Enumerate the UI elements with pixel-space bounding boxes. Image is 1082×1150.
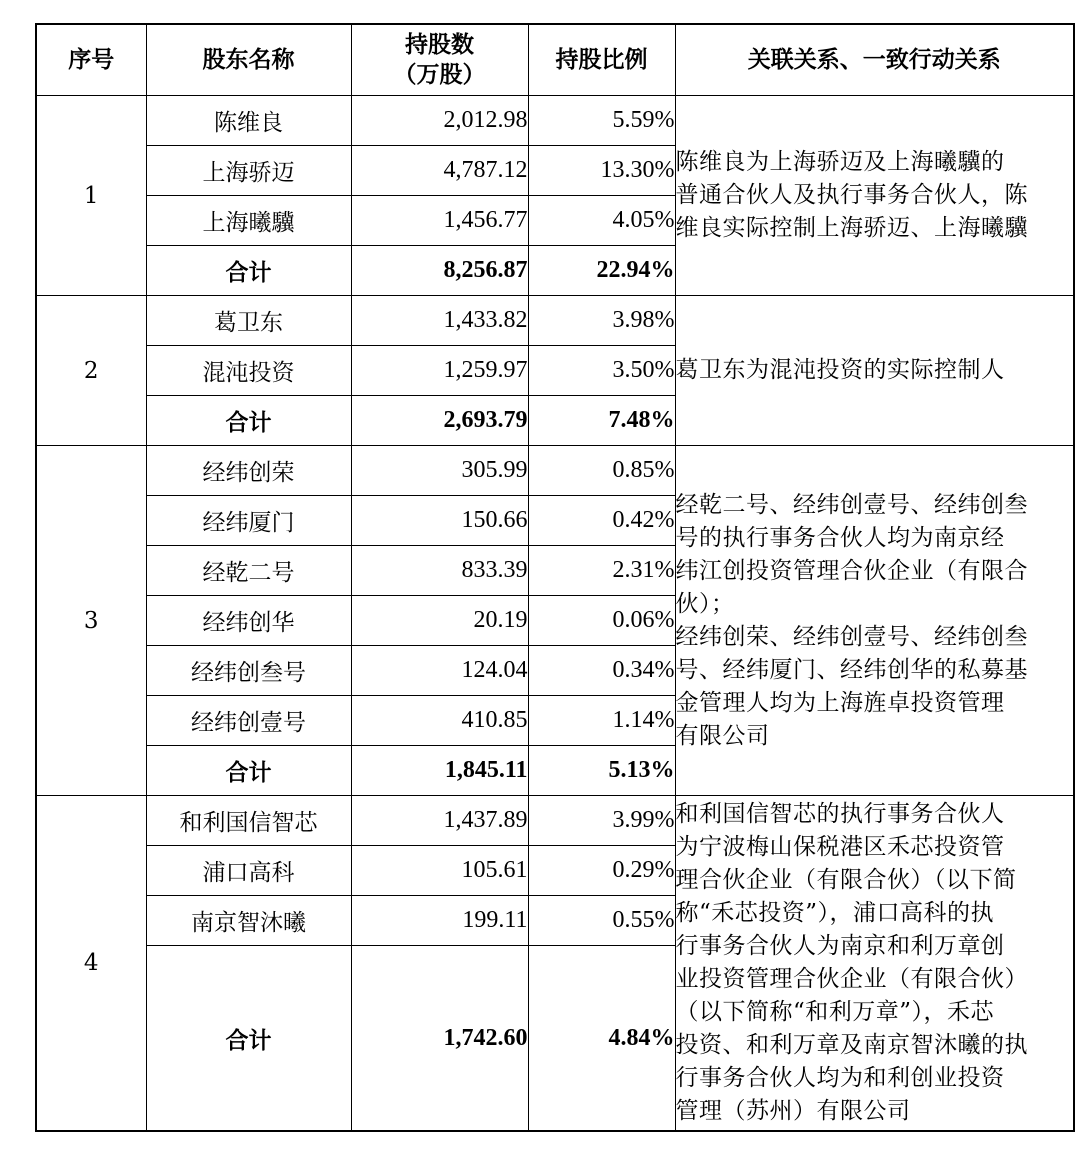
holder-ratio: 2.31% bbox=[528, 546, 675, 596]
table-row bbox=[36, 296, 1074, 346]
header-ratio: 持股比例 bbox=[528, 24, 675, 96]
shareholder-table bbox=[35, 23, 1075, 1132]
relation-line: 管理（苏州）有限公司 bbox=[675, 1098, 911, 1124]
total-shares: 2,693.79 bbox=[351, 396, 528, 446]
relation-line: 号、经纬厦门、经纬创华的私募基 bbox=[675, 656, 1028, 683]
holder-ratio: 0.55% bbox=[528, 896, 675, 946]
header-name: 股东名称 bbox=[146, 24, 351, 96]
holder-name: 上海骄迈 bbox=[146, 146, 351, 196]
holder-shares: 2,012.98 bbox=[351, 96, 528, 146]
relation-line: 理合伙企业（有限合伙）（以下简 bbox=[675, 867, 1017, 893]
relation-line: 纬江创投资管理合伙企业（有限合 bbox=[675, 557, 1028, 584]
holder-name: 南京智沐曦 bbox=[146, 896, 351, 946]
holder-name: 浦口高科 bbox=[146, 846, 351, 896]
relation-line: 称“禾芯投资”），浦口高科的执 bbox=[675, 900, 995, 926]
holder-name: 混沌投资 bbox=[146, 346, 351, 396]
holder-name: 经乾二号 bbox=[146, 546, 351, 596]
total-label: 合计 bbox=[146, 746, 351, 796]
holder-ratio: 3.99% bbox=[528, 796, 675, 846]
group-seq: 4 bbox=[36, 796, 146, 1132]
total-ratio: 4.84% bbox=[528, 946, 675, 1132]
holder-shares: 1,437.89 bbox=[351, 796, 528, 846]
relation-line: 葛卫东为混沌投资的实际控制人 bbox=[675, 357, 1005, 383]
holder-name: 经纬创荣 bbox=[146, 446, 351, 496]
relation-line: 为宁波梅山保税港区禾芯投资管 bbox=[675, 834, 1005, 860]
holder-shares: 305.99 bbox=[351, 446, 528, 496]
relation-text bbox=[675, 96, 1074, 296]
header-shares-line1: 持股数 bbox=[405, 31, 474, 58]
header-seq: 序号 bbox=[36, 24, 146, 96]
relation-line: 行事务合伙人为南京和利万章创 bbox=[675, 933, 1005, 959]
total-label: 合计 bbox=[146, 246, 351, 296]
total-ratio: 5.13% bbox=[528, 746, 675, 796]
holder-name: 经纬创壹号 bbox=[146, 696, 351, 746]
holder-ratio: 3.50% bbox=[528, 346, 675, 396]
holder-ratio: 0.29% bbox=[528, 846, 675, 896]
header-shares bbox=[351, 24, 528, 96]
total-shares: 8,256.87 bbox=[351, 246, 528, 296]
holder-shares: 124.04 bbox=[351, 646, 528, 696]
holder-shares: 1,433.82 bbox=[351, 296, 528, 346]
total-ratio: 22.94% bbox=[528, 246, 675, 296]
total-label: 合计 bbox=[146, 946, 351, 1132]
header-row bbox=[36, 24, 1074, 96]
relation-line: 普通合伙人及执行事务合伙人，陈 bbox=[675, 182, 1028, 208]
relation-line: 号的执行事务合伙人均为南京经 bbox=[675, 524, 1005, 551]
table-row bbox=[36, 96, 1074, 146]
holder-name: 陈维良 bbox=[146, 96, 351, 146]
relation-line: 维良实际控制上海骄迈、上海曦驥 bbox=[675, 215, 1028, 241]
holder-name: 经纬厦门 bbox=[146, 496, 351, 546]
holder-ratio: 5.59% bbox=[528, 96, 675, 146]
table-row bbox=[36, 446, 1074, 496]
total-ratio: 7.48% bbox=[528, 396, 675, 446]
group-seq: 1 bbox=[36, 96, 146, 296]
relation-line: 和利国信智芯的执行事务合伙人 bbox=[675, 801, 1005, 827]
holder-ratio: 0.34% bbox=[528, 646, 675, 696]
relation-text bbox=[675, 296, 1074, 446]
holder-shares: 199.11 bbox=[351, 896, 528, 946]
holder-shares: 20.19 bbox=[351, 596, 528, 646]
total-label: 合计 bbox=[146, 396, 351, 446]
holder-name: 葛卫东 bbox=[146, 296, 351, 346]
holder-shares: 150.66 bbox=[351, 496, 528, 546]
holder-shares: 410.85 bbox=[351, 696, 528, 746]
holder-ratio: 13.30% bbox=[528, 146, 675, 196]
holder-ratio: 3.98% bbox=[528, 296, 675, 346]
holder-name: 上海曦驥 bbox=[146, 196, 351, 246]
holder-ratio: 4.05% bbox=[528, 196, 675, 246]
relation-line: （以下简称“和利万章”），禾芯 bbox=[675, 999, 995, 1025]
header-relation: 关联关系、一致行动关系 bbox=[675, 24, 1074, 96]
table-row bbox=[36, 796, 1074, 846]
holder-name: 经纬创叁号 bbox=[146, 646, 351, 696]
total-shares: 1,742.60 bbox=[351, 946, 528, 1132]
relation-line: 伙）； bbox=[675, 590, 735, 617]
holder-name: 经纬创华 bbox=[146, 596, 351, 646]
relation-text bbox=[675, 796, 1074, 1132]
holder-shares: 1,456.77 bbox=[351, 196, 528, 246]
header-shares-line2: （万股） bbox=[393, 61, 486, 88]
relation-line: 经纬创荣、经纬创壹号、经纬创叁 bbox=[675, 623, 1028, 650]
holder-ratio: 0.85% bbox=[528, 446, 675, 496]
holder-ratio: 0.06% bbox=[528, 596, 675, 646]
holder-shares: 105.61 bbox=[351, 846, 528, 896]
relation-line: 经乾二号、经纬创壹号、经纬创叁 bbox=[675, 491, 1028, 518]
total-shares: 1,845.11 bbox=[351, 746, 528, 796]
holder-name: 和利国信智芯 bbox=[146, 796, 351, 846]
relation-line: 业投资管理合伙企业（有限合伙） bbox=[675, 966, 1028, 992]
holder-ratio: 1.14% bbox=[528, 696, 675, 746]
group-seq: 3 bbox=[36, 446, 146, 796]
holder-shares: 1,259.97 bbox=[351, 346, 528, 396]
holder-ratio: 0.42% bbox=[528, 496, 675, 546]
group-seq: 2 bbox=[36, 296, 146, 446]
relation-line: 金管理人均为上海旌卓投资管理 bbox=[675, 689, 1005, 716]
holder-shares: 4,787.12 bbox=[351, 146, 528, 196]
relation-line: 有限公司 bbox=[675, 722, 770, 749]
relation-line: 行事务合伙人均为和利创业投资 bbox=[675, 1065, 1005, 1091]
holder-shares: 833.39 bbox=[351, 546, 528, 596]
relation-text bbox=[675, 446, 1074, 796]
relation-line: 陈维良为上海骄迈及上海曦驥的 bbox=[675, 149, 1005, 175]
relation-line: 投资、和利万章及南京智沐曦的执 bbox=[675, 1032, 1028, 1058]
